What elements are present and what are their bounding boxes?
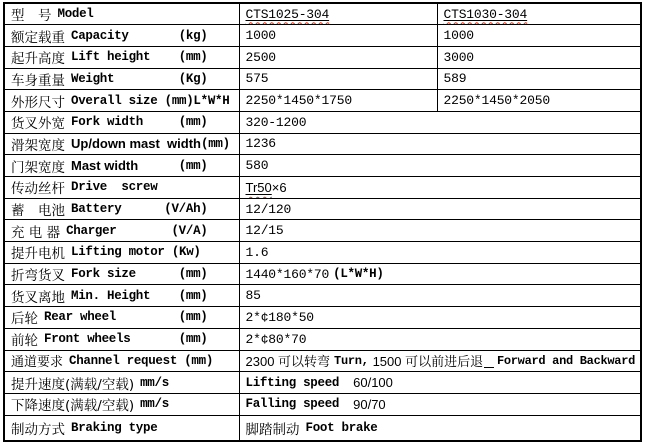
label-cell bbox=[4, 3, 239, 25]
label-zh: 折弯货叉 bbox=[11, 268, 65, 285]
value-text: Lifting speed bbox=[245, 375, 340, 390]
label-en: Front wheels bbox=[44, 332, 131, 347]
label-en: Overall size (mm)L*W*H bbox=[71, 93, 230, 108]
value-text: Tr50 bbox=[245, 179, 272, 195]
value-text: 1.6 bbox=[245, 244, 269, 260]
label-cell bbox=[4, 372, 239, 394]
table-row-mast-width bbox=[4, 155, 641, 177]
label-en: mm/s bbox=[140, 397, 169, 412]
value-text: 1000 bbox=[443, 28, 474, 44]
value-cell bbox=[239, 242, 641, 264]
value-text: ×6 bbox=[271, 179, 287, 195]
label-cell bbox=[4, 133, 239, 155]
value-cell bbox=[239, 372, 641, 394]
value-cell-model-1 bbox=[239, 3, 437, 25]
label-en: Min. Height bbox=[71, 288, 151, 303]
label-zh: 传动丝杆 bbox=[11, 181, 65, 198]
value-text: 1440*160*70 bbox=[245, 266, 330, 282]
table-row-model bbox=[4, 3, 641, 25]
value-cell bbox=[239, 111, 641, 133]
label-unit: (mm) bbox=[201, 136, 230, 151]
value-cell bbox=[239, 133, 641, 155]
model-number: CTS1030-304 bbox=[443, 6, 528, 22]
value-cell bbox=[239, 90, 437, 112]
table-row-falling-speed bbox=[4, 393, 641, 415]
value-text: Falling speed bbox=[245, 397, 340, 412]
label-unit: (kg) bbox=[178, 28, 208, 43]
label-zh: 门架宽度 bbox=[11, 159, 65, 176]
label-zh: 充 电 器 bbox=[11, 224, 61, 241]
label-cell bbox=[4, 68, 239, 90]
model-number: CTS1025-304 bbox=[245, 6, 330, 22]
label-zh: 蓄 电池 bbox=[11, 203, 65, 220]
value-text: 1236 bbox=[245, 136, 276, 152]
value-text: 2*¢180*50 bbox=[245, 309, 314, 325]
label-zh: 后轮 bbox=[11, 311, 38, 328]
value-text: Turn, bbox=[334, 353, 369, 368]
value-text: 12/120 bbox=[245, 201, 292, 217]
label-unit: (mm) bbox=[178, 288, 208, 303]
value-text: 12/15 bbox=[245, 223, 284, 239]
value-text: 575 bbox=[245, 71, 269, 87]
value-text: 3000 bbox=[443, 49, 474, 65]
label-zh: 提升速度(满载/空载) bbox=[11, 376, 135, 393]
value-cell bbox=[239, 68, 437, 90]
label-en: Weight bbox=[71, 71, 115, 86]
label-cell bbox=[4, 198, 239, 220]
value-cell bbox=[239, 177, 641, 199]
label-en: Lift height bbox=[71, 50, 151, 65]
label-cell bbox=[4, 350, 239, 372]
label-unit: (V/Ah) bbox=[164, 202, 208, 217]
table-row-rear-wheel bbox=[4, 307, 641, 329]
label-cell bbox=[4, 90, 239, 112]
value-cell bbox=[437, 68, 641, 90]
value-number: 90/70 bbox=[353, 396, 386, 412]
table-row-lift-height bbox=[4, 46, 641, 68]
table-row-channel-request bbox=[4, 350, 641, 372]
label-cell bbox=[4, 111, 239, 133]
table-row-charger bbox=[4, 220, 641, 242]
value-cell bbox=[437, 46, 641, 68]
label-en: Channel request (mm) bbox=[69, 353, 214, 368]
label-cell bbox=[4, 220, 239, 242]
table-row-overall-size bbox=[4, 90, 641, 112]
label-unit: (mm) bbox=[178, 115, 208, 130]
label-en: Battery bbox=[71, 202, 122, 217]
value-cell bbox=[239, 220, 641, 242]
label-zh: 型 号 bbox=[11, 8, 52, 25]
value-cell bbox=[239, 307, 641, 329]
label-unit: (mm) bbox=[178, 267, 208, 282]
label-zh: 额定载重 bbox=[11, 29, 65, 46]
value-cell bbox=[239, 263, 641, 285]
value-cell bbox=[239, 198, 641, 220]
value-cell-model-2 bbox=[437, 3, 641, 25]
table-row-weight bbox=[4, 68, 641, 90]
value-text: 320-1200 bbox=[245, 114, 307, 130]
label-en: mm/s bbox=[140, 375, 169, 390]
label-zh: 下降速度(满载/空载) bbox=[11, 398, 135, 415]
label-cell bbox=[4, 285, 239, 307]
label-zh: 货叉离地 bbox=[11, 289, 65, 306]
label-zh: 车身重量 bbox=[11, 72, 65, 89]
value-text: 589 bbox=[443, 71, 467, 87]
table-row-mast-carriage-width bbox=[4, 133, 641, 155]
label-cell bbox=[4, 263, 239, 285]
label-cell bbox=[4, 307, 239, 329]
label-zh: 通道要求 bbox=[11, 355, 64, 371]
table-row-capacity bbox=[4, 25, 641, 47]
spellcheck-underline bbox=[444, 7, 528, 22]
value-text: 1000 bbox=[245, 28, 276, 44]
label-cell bbox=[4, 155, 239, 177]
table-row-battery bbox=[4, 198, 641, 220]
value-cell bbox=[239, 415, 641, 441]
label-zh: 起升高度 bbox=[11, 51, 65, 68]
label-en: Drive screw bbox=[71, 180, 158, 195]
label-cell bbox=[4, 415, 239, 441]
label-unit: (mm) bbox=[178, 332, 208, 347]
value-text: 2250*1450*1750 bbox=[245, 93, 352, 109]
table-row-fork-size bbox=[4, 263, 641, 285]
value-cell bbox=[437, 25, 641, 47]
value-cell bbox=[239, 328, 641, 350]
label-zh: 制动方式 bbox=[11, 421, 65, 438]
table-row-drive-screw bbox=[4, 177, 641, 199]
value-text: Forward and Backward bbox=[496, 353, 635, 368]
label-en: Charger bbox=[66, 223, 117, 238]
label-cell bbox=[4, 25, 239, 47]
table-row-lifting-speed bbox=[4, 372, 641, 394]
value-text: 2*¢80*70 bbox=[245, 331, 307, 347]
value-number: 60/100 bbox=[353, 375, 393, 391]
label-en: Fork width bbox=[71, 115, 144, 130]
value-cell bbox=[239, 46, 437, 68]
label-unit: (Kg) bbox=[178, 71, 208, 86]
value-zh: 脚踏制动 bbox=[245, 421, 300, 438]
label-zh: 货叉外宽 bbox=[11, 116, 65, 133]
label-en: Lifting motor (Kw) bbox=[71, 245, 201, 260]
spellcheck-underline bbox=[246, 180, 272, 195]
label-cell bbox=[4, 46, 239, 68]
table-row-braking-type bbox=[4, 415, 641, 441]
value-text: 2300 可以转弯 bbox=[245, 354, 331, 370]
label-en: Up/down mast width bbox=[71, 136, 201, 152]
value-text: 580 bbox=[245, 158, 269, 174]
label-zh: 外形尺寸 bbox=[11, 94, 65, 111]
value-text: 85 bbox=[245, 288, 261, 304]
label-zh: 提升电机 bbox=[11, 246, 65, 263]
table-row-min-height bbox=[4, 285, 641, 307]
value-suffix: (L*W*H) bbox=[333, 267, 384, 282]
spec-table bbox=[3, 2, 642, 442]
label-en: Mast width bbox=[71, 158, 139, 174]
label-cell bbox=[4, 328, 239, 350]
label-en: Fork size bbox=[71, 267, 136, 282]
label-zh: 滑架宽度 bbox=[11, 137, 65, 154]
value-text: 2250*1450*2050 bbox=[443, 93, 550, 109]
table-row-fork-width bbox=[4, 111, 641, 133]
value-text: 1500 可以前进后退 bbox=[372, 354, 484, 370]
label-en: Model bbox=[57, 7, 94, 22]
label-unit: (mm) bbox=[178, 310, 208, 325]
value-cell bbox=[239, 25, 437, 47]
label-unit: (V/A) bbox=[171, 223, 208, 238]
value-cell bbox=[239, 350, 641, 372]
value-text: Foot brake bbox=[305, 420, 378, 435]
label-unit: (mm) bbox=[178, 50, 208, 65]
label-unit: (mm) bbox=[178, 158, 208, 173]
label-en: Capacity bbox=[71, 28, 129, 43]
value-cell bbox=[239, 285, 641, 307]
value-text: 2500 bbox=[245, 49, 276, 65]
label-cell bbox=[4, 177, 239, 199]
label-en: Braking type bbox=[71, 420, 158, 435]
table-row-front-wheels bbox=[4, 328, 641, 350]
spellcheck-underline bbox=[246, 7, 330, 22]
table-row-lifting-motor bbox=[4, 242, 641, 264]
value-cell bbox=[437, 90, 641, 112]
label-cell bbox=[4, 393, 239, 415]
value-cell bbox=[239, 155, 641, 177]
underline-gap bbox=[484, 354, 494, 368]
value-cell bbox=[239, 393, 641, 415]
label-cell bbox=[4, 242, 239, 264]
label-en: Rear wheel bbox=[44, 310, 117, 325]
label-zh: 前轮 bbox=[11, 333, 38, 350]
